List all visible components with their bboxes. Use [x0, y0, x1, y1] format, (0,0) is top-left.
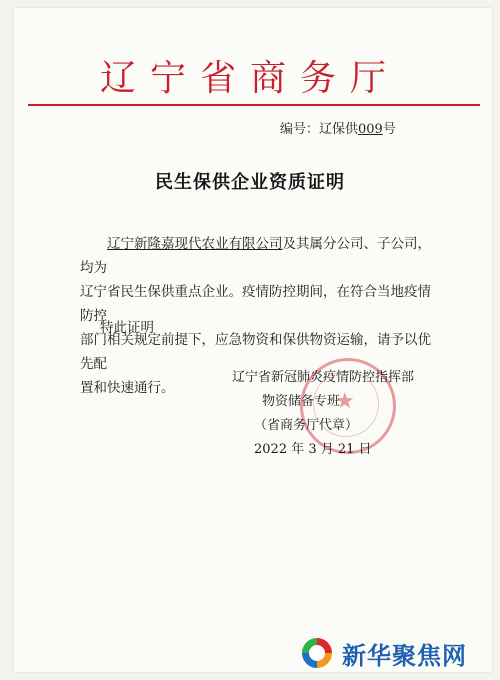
signature-org-line-1: 辽宁省新冠肺炎疫情防控指挥部 — [232, 370, 415, 385]
site-logo-icon — [300, 636, 334, 670]
body-line-4: 置和快速通行。 — [80, 380, 175, 396]
document-title: 民生保供企业资质证明 — [155, 172, 345, 193]
signature-date: 2022 年 3 月 21 日 — [254, 442, 372, 457]
doc-number-prefix: 编号：辽保供 — [280, 122, 359, 137]
body-line-2: 辽宁省民生保供重点企业。疫情防控期间，在符合当地疫情防控 — [80, 284, 431, 324]
issuer-header-title: 辽宁省商务厅 — [99, 58, 400, 99]
seal-star-icon: ★ — [335, 389, 355, 414]
site-name-text: 新华聚焦网 — [342, 641, 467, 670]
body-line-1-rest: 及其属分公司、子公司，均为 — [80, 236, 431, 276]
footer-watermark-logo — [300, 636, 467, 670]
header-rule — [28, 104, 480, 106]
body-line-3: 部门相关规定前提下，应急物资和保供物资运输，请予以优先配 — [80, 332, 431, 372]
closing-text: 特此证明 — [100, 320, 154, 336]
company-name: 辽宁新隆嘉现代农业有限公司 — [107, 236, 283, 252]
body-line-1 — [80, 232, 440, 280]
doc-number-value: 009 — [358, 122, 383, 137]
document-number — [280, 118, 396, 137]
signature-org-line-3: （省商务厅代章） — [254, 418, 359, 433]
doc-number-suffix: 号 — [382, 122, 396, 137]
signature-org-line-2: 物资储备专班 — [262, 394, 341, 409]
